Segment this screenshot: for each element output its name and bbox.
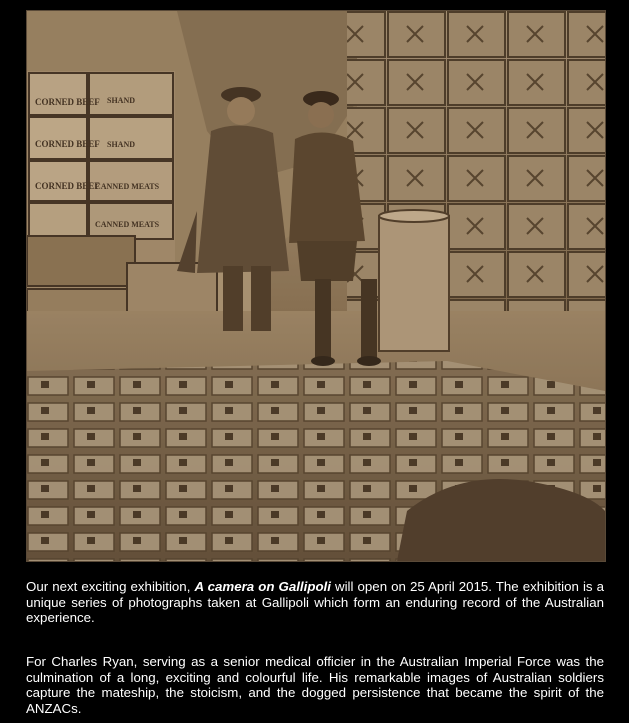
- gallipoli-photo-illustration: [27, 11, 605, 561]
- crate-label: CORNED BEEF: [35, 139, 100, 149]
- exhibition-photo: [26, 10, 606, 562]
- crate-label: SHAND: [107, 140, 136, 149]
- crate-label: CANNED MEATS: [95, 220, 160, 229]
- crate-label: CORNED BEEF: [35, 97, 100, 107]
- exhibition-title: A camera on Gallipoli: [194, 579, 331, 594]
- exhibition-intro-paragraph: [26, 579, 604, 626]
- intro-rest-text: will open on 25 April 2015. The exhibition is a unique series of photographs taken at Gallipoli which form an enduring record of the Australian experience.: [26, 579, 604, 625]
- crate-label: CANNED MEATS: [95, 182, 160, 191]
- exhibition-description-paragraph: For Charles Ryan, serving as a senior medical officier in the Australian Imperial Force was the culmination of a long, exciting and colourful life. His remarkable images of Australian soldiers capture the mateship, the stoicism, and the dogged persistence that became the spirit of the ANZACs.: [26, 654, 604, 716]
- crate-label: SHAND: [107, 96, 136, 105]
- crate-label: CORNED BEEF: [35, 181, 100, 191]
- intro-lead-text: Our next exciting exhibition,: [26, 579, 195, 594]
